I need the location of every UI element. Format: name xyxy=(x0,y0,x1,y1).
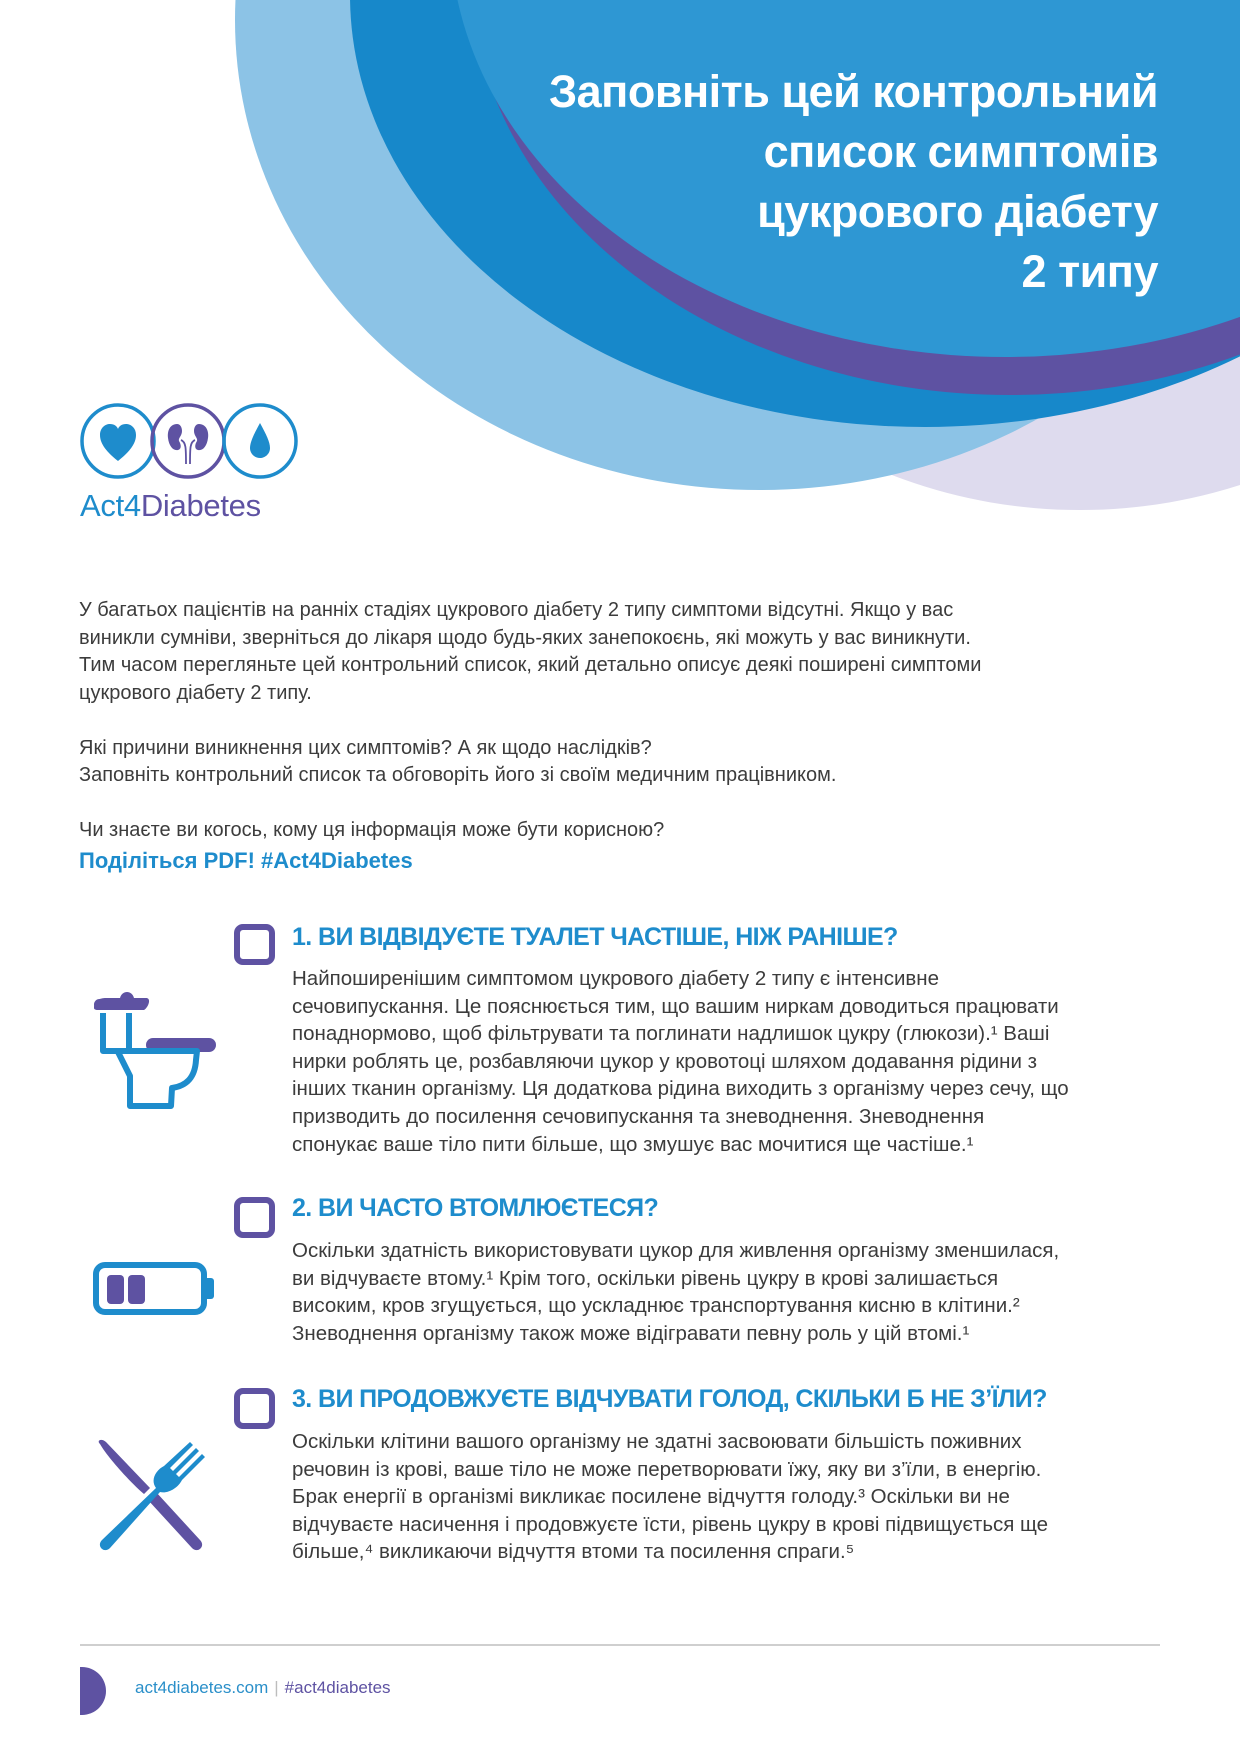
body-line: Найпоширенішим симптомом цукрового діабету 2 типу є інтенсивне xyxy=(292,967,940,990)
logo-wordmark-diabetes: Diabetes xyxy=(140,488,261,523)
intro-line: виникли сумніви, зверніться до лікаря щодо будь-яких занепокоєнь, які можуть у вас виникнути. xyxy=(79,626,971,649)
low-battery-icon xyxy=(93,1262,217,1316)
checklist-item-body xyxy=(292,965,1069,1158)
kidneys-icon xyxy=(152,405,224,477)
toilet-icon xyxy=(92,986,218,1112)
intro-text xyxy=(79,597,1169,874)
intro-line: Тим часом перегляньте цей контрольний список, який детально описує деякі поширені симптоми xyxy=(79,654,982,676)
footer-separator: | xyxy=(274,1678,279,1697)
heart-icon xyxy=(82,405,154,477)
checklist-item-title: 2. ВИ ЧАСТО ВТОМЛЮЄТЕСЯ? xyxy=(292,1194,659,1222)
body-line: Зневоднення організму також може відігравати певну роль у цій втомі.¹ xyxy=(292,1321,970,1345)
intro-line: Заповніть контрольний список та обговоріть його зі своїм медичним працівником. xyxy=(79,764,837,786)
hashtag-link[interactable]: #act4diabetes xyxy=(284,1678,391,1697)
checkbox-1[interactable] xyxy=(234,924,275,965)
checklist-item-body xyxy=(292,1237,1059,1347)
body-line: відчуваєте насичення і продовжуєте їсти, рівень цукру в крові підвищується ще xyxy=(292,1512,1049,1536)
body-line: спонукає ваше тіло пити більше, що змушує вас мочитися ще частіше.¹ xyxy=(292,1132,974,1156)
intro-line: У багатьох пацієнтів на ранніх стадіях цукрового діабету 2 типу симптоми відсутні. Якщо у вас xyxy=(79,599,954,621)
body-line: понаднормово, щоб фільтрувати та поглинати надлишок цукру (глюкози).¹ Ваші xyxy=(292,1022,1050,1046)
body-line: Оскільки здатність використовувати цукор для живлення організму зменшилася, xyxy=(292,1239,1060,1262)
checkbox-3[interactable] xyxy=(234,1388,275,1429)
logo-wordmark xyxy=(80,488,261,524)
title-line-3: цукрового діабету xyxy=(757,186,1158,237)
body-line: речовин із крові, ваше тіло не може перетворювати їжу, яку ви з’їли, в енергію. xyxy=(292,1457,1042,1481)
page-title xyxy=(458,62,1158,302)
body-line: Брак енергії в організмі викликає посилене відчуття голоду.³ Оскільки ви не xyxy=(292,1485,1010,1509)
body-line: Оскільки клітини вашого організму не здатні засвоювати більшість поживних xyxy=(292,1430,1022,1453)
title-line-1: Заповніть цей контрольний xyxy=(548,66,1158,117)
body-line: ви відчуваєте втому.¹ Крім того, оскільки рівень цукру в крові залишається xyxy=(292,1266,999,1290)
title-line-2: список симптомів xyxy=(763,126,1158,177)
footer-links xyxy=(135,1678,391,1698)
website-link[interactable]: act4diabetes.com xyxy=(135,1678,269,1697)
checkbox-2[interactable] xyxy=(234,1197,275,1238)
logo-wordmark-act4: Act4 xyxy=(80,488,141,523)
body-line: сечовипускання. Це пояснюється тим, що вашим ниркам доводиться працювати xyxy=(292,994,1059,1018)
fork-knife-icon xyxy=(94,1436,216,1556)
body-line: більше,⁴ викликаючи відчуття втоми та посилення спраги.⁵ xyxy=(292,1540,855,1564)
title-line-4: 2 типу xyxy=(1021,246,1158,297)
intro-line: цукрового діабету 2 типу. xyxy=(79,681,312,704)
checklist-item-title: 3. ВИ ПРОДОВЖУЄТЕ ВІДЧУВАТИ ГОЛОД, СКІЛЬКИ Б НЕ З’ЇЛИ? xyxy=(292,1385,1047,1413)
footer-divider xyxy=(80,1644,1160,1646)
body-line: нирки роблять це, розбавляючи цукор у кровотоці шляхом додавання рідини з xyxy=(292,1049,1037,1073)
body-line: інших тканин організму. Ця додаткова рідина виходить з організму через сечу, що xyxy=(292,1077,1069,1101)
intro-question: Чи знаєте ви когось, кому ця інформація може бути корисною? xyxy=(79,819,665,841)
share-pdf-link[interactable]: Поділіться PDF! #Act4Diabetes xyxy=(79,847,413,873)
body-line: високим, кров згущується, що ускладнює транспортування кисню в клітини.² xyxy=(292,1294,1020,1318)
body-line: призводить до посилення сечовипускання та зневоднення. Зневоднення xyxy=(292,1104,985,1128)
checklist-item-title: 1. ВИ ВІДВІДУЄТЕ ТУАЛЕТ ЧАСТІШЕ, НІЖ РАНІШЕ? xyxy=(292,923,898,951)
footer-half-circle-mark xyxy=(80,1667,106,1715)
checklist-item-body xyxy=(292,1428,1048,1566)
intro-line: Які причини виникнення цих симптомів? А як щодо наслідків? xyxy=(79,736,652,759)
drop-icon xyxy=(224,405,296,477)
